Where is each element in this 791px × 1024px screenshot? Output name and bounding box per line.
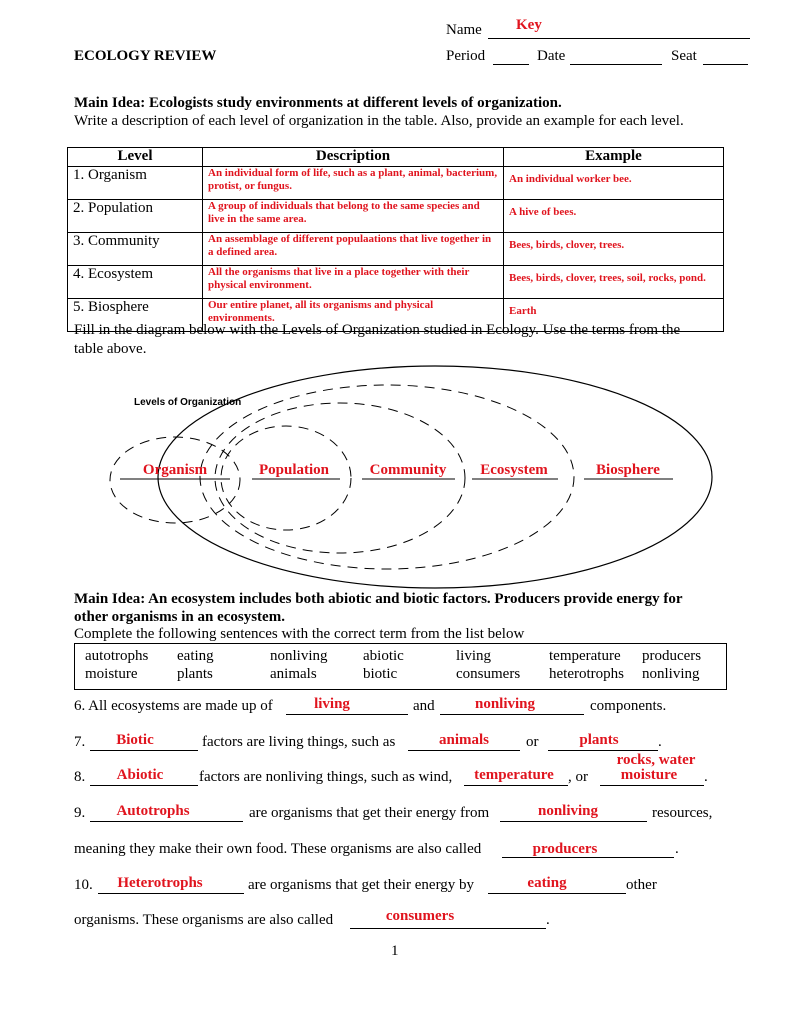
term: nonliving bbox=[642, 666, 700, 682]
diagram-title: Levels of Organization bbox=[134, 397, 242, 408]
main-idea-1: Main Idea: Ecologists study environments at different levels of organization. bbox=[74, 95, 562, 111]
description-cell[interactable] bbox=[203, 200, 504, 233]
q8-answer2: temperature bbox=[474, 767, 554, 783]
term: temperature bbox=[549, 648, 621, 664]
table-row bbox=[68, 167, 724, 200]
name-value: Key bbox=[516, 17, 542, 33]
main-idea-2-line2: other organisms in an ecosystem. bbox=[74, 609, 285, 625]
q8-num: 8. bbox=[74, 769, 86, 785]
term: consumers bbox=[456, 666, 521, 682]
col-header-example: Example bbox=[504, 148, 724, 167]
q7-answer3: plants bbox=[579, 732, 619, 748]
q9-answer2: nonliving bbox=[537, 803, 599, 819]
date-blank[interactable] bbox=[570, 64, 662, 65]
term: nonliving bbox=[270, 648, 328, 664]
description-answer: Our entire planet, all its organisms and physical environments. bbox=[208, 299, 434, 324]
q7-end: . bbox=[658, 734, 662, 750]
q9b-end: . bbox=[675, 841, 679, 857]
name-blank[interactable] bbox=[488, 38, 750, 39]
diagram-label-population[interactable]: Population bbox=[258, 462, 330, 478]
q8-extra-answer: rocks, water bbox=[616, 752, 696, 768]
level-cell: 3. Community bbox=[68, 233, 203, 266]
diagram-label-ecosystem[interactable]: Ecosystem bbox=[480, 462, 548, 478]
q10-mid: are organisms that get their energy by bbox=[248, 877, 475, 893]
q9-num: 9. bbox=[74, 805, 86, 821]
q10-blank1[interactable] bbox=[98, 893, 244, 894]
example-cell[interactable] bbox=[504, 233, 724, 266]
q7-blank2[interactable] bbox=[408, 750, 520, 751]
q10-num: 10. bbox=[74, 877, 93, 893]
term: moisture bbox=[85, 666, 138, 682]
term: abiotic bbox=[363, 648, 404, 664]
level-cell: 2. Population bbox=[68, 200, 203, 233]
term: plants bbox=[177, 666, 213, 682]
description-cell[interactable] bbox=[203, 167, 504, 200]
term: biotic bbox=[363, 666, 398, 682]
table-instructions: Write a description of each level of organization in the table. Also, provide an example for each level. bbox=[74, 113, 684, 129]
q9b-text: meaning they make their own food. These organisms are also called bbox=[74, 841, 482, 857]
q8-answer3: moisture bbox=[620, 767, 678, 783]
q9-blank2[interactable] bbox=[500, 821, 647, 822]
term: heterotrophs bbox=[549, 666, 624, 682]
description-answer: A group of individuals that belong to the same species and live in the same area. bbox=[208, 200, 480, 225]
q8-answer1: Abiotic bbox=[116, 767, 164, 783]
q8-end: . bbox=[704, 769, 708, 785]
q10b-blank[interactable] bbox=[350, 928, 546, 929]
example-answer: Bees, birds, clover, trees. bbox=[509, 239, 625, 251]
example-cell[interactable] bbox=[504, 200, 724, 233]
period-label: Period bbox=[446, 48, 486, 64]
name-label: Name bbox=[446, 22, 482, 38]
levels-table bbox=[67, 147, 724, 332]
organism-ellipse bbox=[110, 437, 240, 523]
table-row bbox=[68, 200, 724, 233]
description-answer: An individual form of life, such as a plant, animal, bacterium, protist, or fungus. bbox=[208, 167, 498, 192]
q8-or: , or bbox=[568, 769, 588, 785]
level-cell: 1. Organism bbox=[68, 167, 203, 200]
example-answer: A hive of bees. bbox=[509, 206, 577, 218]
q8-blank3[interactable] bbox=[600, 785, 704, 786]
diagram-label-community[interactable]: Community bbox=[369, 462, 447, 478]
q7-num: 7. bbox=[74, 734, 86, 750]
diagram-label-biosphere[interactable]: Biosphere bbox=[596, 462, 660, 478]
q10-blank2[interactable] bbox=[488, 893, 626, 894]
example-cell[interactable] bbox=[504, 266, 724, 299]
term: autotrophs bbox=[85, 648, 149, 664]
level-cell: 5. Biosphere bbox=[68, 299, 203, 332]
q9-answer1: Autotrophs bbox=[116, 803, 190, 819]
q6-blank1[interactable] bbox=[286, 714, 408, 715]
q6-answer2: nonliving bbox=[474, 696, 536, 712]
period-blank[interactable] bbox=[493, 64, 529, 65]
term: living bbox=[456, 648, 492, 664]
table-row bbox=[68, 266, 724, 299]
q9-end: resources, bbox=[652, 805, 713, 821]
q7-answer1: Biotic bbox=[116, 732, 154, 748]
q8-blank2[interactable] bbox=[464, 785, 568, 786]
q6-mid: and bbox=[413, 698, 435, 714]
diagram-instructions-line2: table above. bbox=[74, 341, 147, 357]
example-cell[interactable] bbox=[504, 167, 724, 200]
q10b-text: organisms. These organisms are also called bbox=[74, 912, 334, 928]
description-answer: An assemblage of different populaations that live together in a defined area. bbox=[208, 233, 492, 258]
q10b-end: . bbox=[546, 912, 550, 928]
q9b-answer: producers bbox=[532, 841, 598, 857]
col-header-level: Level bbox=[68, 148, 203, 167]
term-bank bbox=[74, 643, 727, 690]
q9-mid: are organisms that get their energy from bbox=[249, 805, 490, 821]
level-cell: 4. Ecosystem bbox=[68, 266, 203, 299]
term: animals bbox=[270, 666, 317, 682]
date-label: Date bbox=[537, 48, 566, 64]
col-header-description: Description bbox=[203, 148, 504, 167]
q6-answer1: living bbox=[314, 696, 350, 712]
seat-label: Seat bbox=[671, 48, 697, 64]
q6-end: components. bbox=[590, 698, 667, 714]
q10-answer1: Heterotrophs bbox=[117, 875, 203, 891]
q8-blank1[interactable] bbox=[90, 785, 198, 786]
q7-blank1[interactable] bbox=[90, 750, 198, 751]
q6-text: 6. All ecosystems are made up of bbox=[74, 698, 273, 714]
q10-end: other bbox=[626, 877, 657, 893]
example-answer: Earth bbox=[509, 305, 537, 317]
diagram-label-organism[interactable]: Organism bbox=[142, 462, 208, 478]
q9-blank1[interactable] bbox=[90, 821, 243, 822]
q8-mid: factors are nonliving things, such as wind, bbox=[199, 769, 453, 785]
description-cell[interactable] bbox=[203, 233, 504, 266]
page-title: ECOLOGY REVIEW bbox=[74, 48, 217, 64]
description-answer: All the organisms that live in a place together with their physical environment. bbox=[208, 266, 470, 291]
q7-or: or bbox=[526, 734, 539, 750]
term: eating bbox=[177, 648, 214, 664]
q7-blank3[interactable] bbox=[548, 750, 658, 751]
table-row bbox=[68, 233, 724, 266]
page-number: 1 bbox=[391, 943, 399, 959]
terms-instructions: Complete the following sentences with the correct term from the list below bbox=[74, 626, 525, 642]
q10-answer2: eating bbox=[527, 875, 567, 891]
q7-mid: factors are living things, such as bbox=[202, 734, 396, 750]
description-cell[interactable] bbox=[203, 266, 504, 299]
example-answer: Bees, birds, clover, trees, soil, rocks, pond. bbox=[509, 272, 706, 284]
q6-blank2[interactable] bbox=[440, 714, 584, 715]
seat-blank[interactable] bbox=[703, 64, 748, 65]
term: producers bbox=[642, 648, 702, 664]
q7-answer2: animals bbox=[438, 732, 489, 748]
main-idea-2-line1: Main Idea: An ecosystem includes both abiotic and biotic factors. Producers provide energy for bbox=[74, 591, 683, 607]
example-answer: An individual worker bee. bbox=[509, 173, 632, 185]
q10b-answer: consumers bbox=[385, 908, 455, 924]
diagram-instructions-line1: Fill in the diagram below with the Levels of Organization studied in Ecology. Use the terms from the bbox=[74, 322, 681, 338]
